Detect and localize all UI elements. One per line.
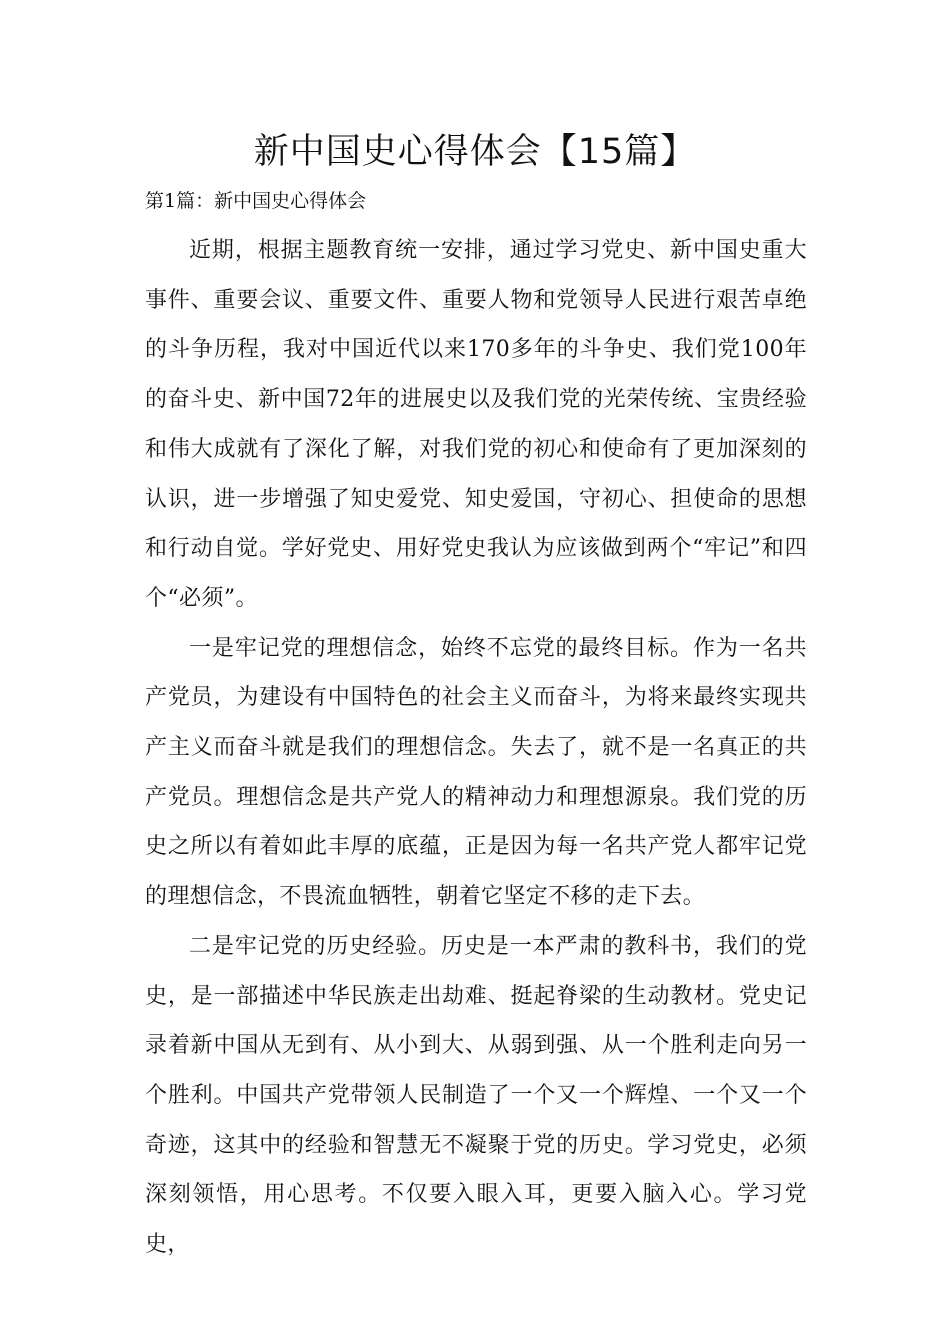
paragraph-2: 一是牢记党的理想信念，始终不忘党的最终目标。作为一名共产党员，为建设有中国特色的社会主义而奋斗，为将来最终实现共产主义而奋斗就是我们的理想信念。失去了，就不是一名真正的共产党员。理想信念是共产党人的精神动力和理想源泉。我们党的历史之所以有着如此丰厚的底蕴，正是因为每一名共产党人都牢记党的理想信念，不畏流血牺牲，朝着它坚定不移的走下去。 [145, 635, 807, 910]
document-subtitle: 第1篇：新中国史心得体会 [145, 190, 367, 212]
document-body [145, 226, 807, 1270]
paragraph-3: 二是牢记党的历史经验。历史是一本严肃的教科书，我们的党史，是一部描述中华民族走出劫难、挺起脊梁的生动教材。党史记录着新中国从无到有、从小到大、从弱到强、从一个胜利走向另一个胜利。中国共产党带领人民制造了一个又一个辉煌、一个又一个奇迹，这其中的经验和智慧无不凝聚于党的历史。学习党史，必须深刻领悟，用心思考。不仅要入眼入耳，更要入脑入心。学习党史， [145, 933, 807, 1258]
document-title: 新中国史心得体会【15篇】 [253, 132, 697, 172]
paragraph-1: 近期，根据主题教育统一安排，通过学习党史、新中国史重大事件、重要会议、重要文件、重要人物和党领导人民进行艰苦卓绝的斗争历程，我对中国近代以来170多年的斗争史、我们党100年的奋斗史、新中国72年的进展史以及我们党的光荣传统、宝贵经验和伟大成就有了深化了解，对我们党的初心和使命有了更加深刻的认识，进一步增强了知史爱党、知史爱国，守初心、担使命的思想和行动自觉。学好党史、用好党史我认为应该做到两个“牢记”和四个“必须”。 [145, 238, 807, 611]
